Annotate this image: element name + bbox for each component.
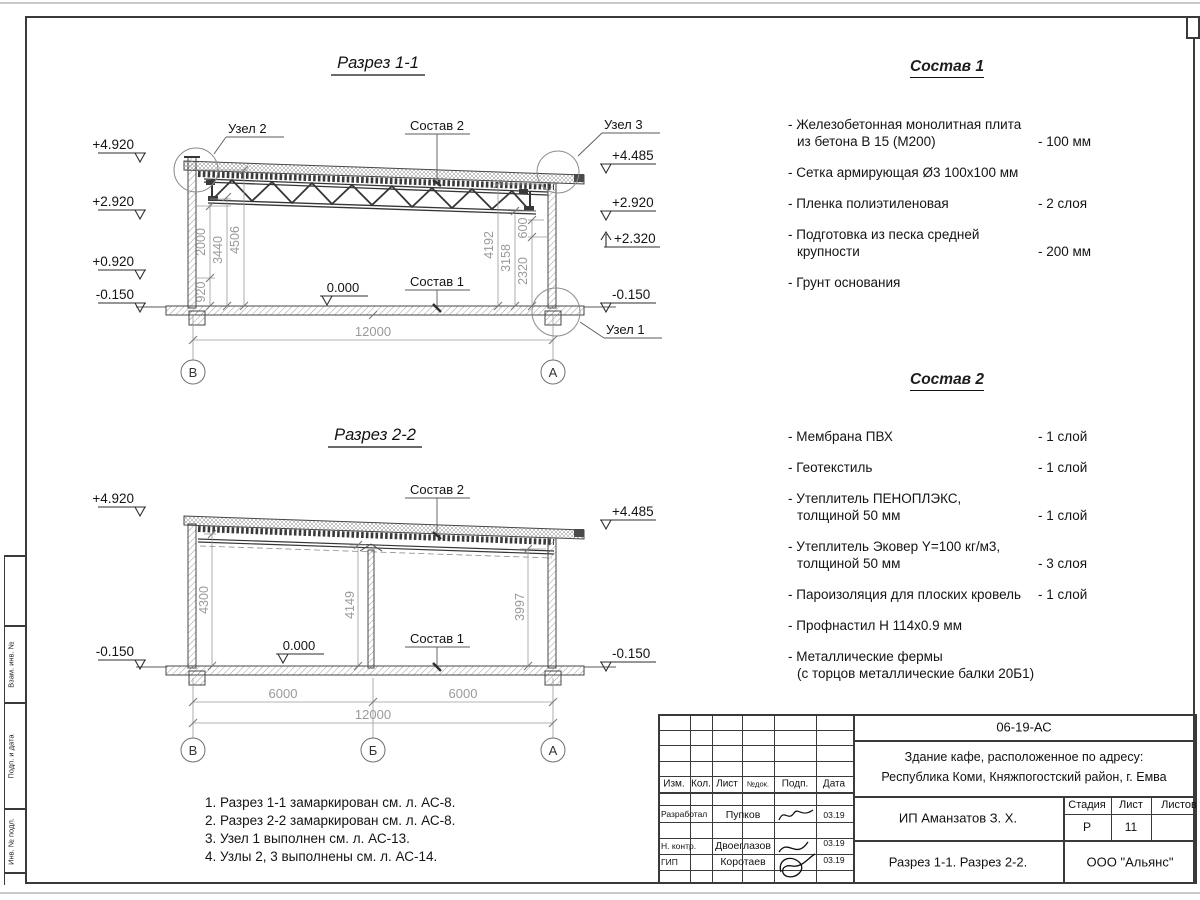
elev-2320: +2.320: [614, 231, 656, 246]
zero-level-2-2: 0.000: [282, 638, 316, 653]
list-item: - Утеплитель Эковер Y=100 кг/м3, толщиной 50 мм - 3 слоя: [788, 539, 1088, 571]
dim-4300: 4300: [197, 586, 211, 614]
frame-corner-box: [1186, 16, 1200, 39]
role-gip: ГИП: [661, 857, 678, 867]
company-name: ООО "Альянс": [1086, 854, 1174, 870]
section-1-1-title: Разрез 1-1: [337, 54, 419, 72]
elev-m0150-r-2-2: -0.150: [612, 646, 651, 661]
elevations-left-1-1: [92, 137, 134, 302]
elev-m0150-l-2-2: -0.150: [95, 644, 134, 659]
col-podp: Подп.: [781, 778, 809, 790]
note-line: 4. Узлы 2, 3 выполнены см. л. АС-14.: [205, 849, 438, 864]
note-line: 3. Узел 1 выполнен см. л. АС-13.: [205, 831, 410, 846]
comp2-title: Состав 2: [910, 371, 984, 389]
dim-4506: 4506: [228, 226, 242, 254]
role-ncontrol: Н. контр.: [661, 841, 697, 851]
elev-4920: +4.920: [92, 137, 134, 152]
stage-label: Стадия: [1068, 799, 1106, 811]
axis-a-2-2: А: [548, 743, 558, 758]
dim-2000: 2000: [194, 228, 208, 256]
dim-600: 600: [516, 217, 530, 239]
comp2-list: [788, 428, 1160, 696]
node-2-label: Узел 2: [228, 121, 267, 136]
list-item: - Мембрана ПВХ - 1 слой: [788, 429, 1088, 444]
comp2-ref-1-1: Состав 2: [410, 118, 464, 133]
date-gip: 03.19: [823, 855, 845, 865]
elev-4485: +4.485: [612, 148, 654, 163]
sheets-label: Листов: [1161, 799, 1197, 811]
axis-v-1-1: В: [188, 365, 198, 380]
comp1-title: Состав 1: [910, 58, 984, 76]
dim-920: 920: [194, 281, 208, 303]
column-a-2-2: [548, 538, 556, 668]
client-name: ИП Аманзатов З. Х.: [898, 810, 1018, 826]
document-number: 06-19-АС: [996, 719, 1052, 735]
col-data: Дата: [822, 778, 846, 790]
strip-label-inv: Инв. № подл.: [6, 818, 16, 865]
elev-0920: +0.920: [92, 254, 134, 269]
elev-m0150: -0.150: [95, 287, 134, 302]
list-item: - Металлические фермы (с торцов металлические балки 20Б1): [788, 649, 1035, 681]
foundation-left: [189, 311, 205, 325]
column-v-2-2: [188, 524, 196, 668]
comp2-ref-2-2: Состав 2: [410, 482, 464, 497]
section-1-1: [92, 54, 662, 384]
title-block: [658, 714, 1197, 884]
sheet-label: Лист: [1119, 799, 1143, 811]
name-ncontrol: Двоеглазов: [715, 840, 771, 852]
elevations-right-1-1: [612, 148, 656, 302]
dim-12000-2-2: 12000: [354, 707, 392, 722]
elev-2920-r: +2.920: [612, 195, 654, 210]
foundation-left-2-2: [189, 671, 205, 685]
dim-4192: 4192: [482, 231, 496, 259]
list-item: - Пароизоляция для плоских кровель - 1 слой: [788, 587, 1088, 602]
roof-end-cap-2-2: [574, 529, 584, 537]
list-item: - Подготовка из песка средней крупности - 200 мм: [788, 227, 1092, 259]
strip-label-podp: Подп. и дата: [6, 734, 16, 779]
col-ndok: №док.: [747, 779, 769, 789]
name-gip: Коротаев: [720, 856, 766, 868]
dim-6000-a: 6000: [268, 686, 298, 701]
list-item: - Геотекстиль - 1 слой: [788, 460, 1088, 475]
floor-slab-2-2: [166, 666, 584, 675]
list-item: - Грунт основания: [788, 275, 901, 290]
comp1-list: [788, 116, 1160, 305]
dim-12000-1-1: 12000: [354, 324, 392, 339]
col-izm: Изм.: [663, 778, 685, 790]
frame-side-strip: [4, 555, 25, 885]
comp1-ref-2-2: Состав 1: [410, 631, 464, 646]
elev-2920: +2.920: [92, 194, 134, 209]
elev-4485-2-2: +4.485: [612, 504, 654, 519]
list-item: - Пленка полиэтиленовая - 2 слоя: [788, 196, 1088, 211]
roof-slab-2-2: [184, 516, 584, 539]
signature-developer: [776, 806, 816, 824]
strip-label-vzam: Взам. инв. №: [6, 641, 16, 688]
section-2-2: [92, 426, 656, 762]
col-list: Лист: [716, 778, 738, 790]
dim-3997: 3997: [513, 593, 527, 621]
elev-4920-2-2: +4.920: [92, 491, 134, 506]
stage-value: Р: [1082, 820, 1092, 834]
note-line: 2. Разрез 2-2 замаркирован см. л. АС-8.: [205, 813, 456, 828]
axis-a-1-1: А: [548, 365, 558, 380]
list-item: - Железобетонная монолитная плита из бетона В 15 (М200) - 100 мм: [788, 117, 1092, 149]
role-developer: Разработал: [661, 809, 708, 819]
axis-v-2-2: В: [188, 743, 198, 758]
list-item: - Профнастил Н 114x0.9 мм: [788, 618, 962, 633]
elev-m0150-r: -0.150: [612, 287, 651, 302]
list-item: - Утеплитель ПЕНОПЛЭКС, толщиной 50 мм - 1 слой: [788, 491, 1088, 523]
node-1-label: Узел 1: [606, 322, 645, 337]
dim-4149: 4149: [343, 591, 357, 619]
note-line: 1. Разрез 1-1 замаркирован см. л. АС-8.: [205, 795, 456, 810]
list-item: - Сетка армирующая Ø3 100x100 мм: [788, 165, 1019, 180]
project-name-line1: Здание кафе, расположенное по адресу:: [904, 750, 1144, 764]
dim-2320: 2320: [516, 257, 530, 285]
zero-level-1-1: 0.000: [326, 280, 360, 295]
dim-3440: 3440: [211, 236, 225, 264]
node-3-label: Узел 3: [604, 117, 643, 132]
section-2-2-title: Разрез 2-2: [334, 426, 416, 444]
name-developer: Пупков: [725, 809, 761, 821]
node-3-circle: [537, 151, 579, 193]
page-bottom-edge: [0, 892, 1200, 894]
date-developer: 03.19: [823, 810, 845, 820]
comp1-ref-1-1: Состав 1: [410, 274, 464, 289]
column-b-2-2: [368, 550, 374, 668]
sheet-title: Разрез 1-1. Разрез 2-2.: [888, 854, 1028, 870]
date-ncontrol: 03.19: [823, 838, 845, 848]
notes-list: [205, 794, 455, 866]
col-kol: Кол.: [691, 778, 711, 790]
dim-3158: 3158: [499, 244, 513, 272]
sheet-number: 11: [1124, 820, 1138, 834]
project-name-line2: Республика Коми, Княжпогостский район, г. Емва: [881, 770, 1167, 784]
signature-gip: [774, 836, 818, 882]
dim-6000-b: 6000: [448, 686, 478, 701]
axis-b-2-2: Б: [368, 743, 378, 758]
